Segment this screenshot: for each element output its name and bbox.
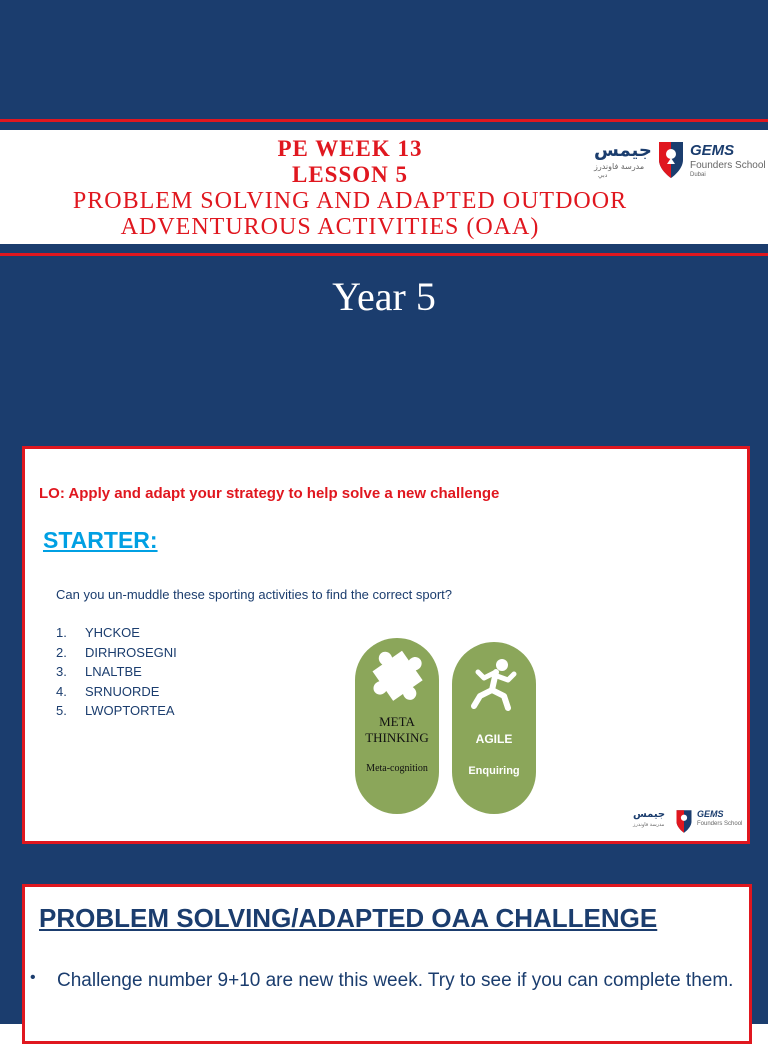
meta-sublabel: Meta-cognition [366,763,428,774]
logo-school-name: Founders School [697,821,743,827]
logo-arabic-city: دبي [598,172,608,179]
meta-label-line1: META [379,714,415,729]
starter-question: Can you un-muddle these sporting activities to find the correct sport? [56,587,452,602]
item-anagram: LWOPTORTEA [85,703,175,718]
lesson-label: LESSON 5 [291,162,408,187]
logo-arabic-subtitle: مدرسة فاوندرز [633,822,665,828]
starter-heading: STARTER: [43,527,158,553]
starter-slide [0,432,768,864]
list-item [56,645,177,665]
logo-school-name: Founders School [690,160,766,171]
title-slide [0,0,768,432]
logo-gems-wordmark: GEMS [697,809,724,819]
meta-label-line2: THINKING [365,730,429,745]
topic-line-2: ADVENTUROUS ACTIVITIES (OAA) [120,214,540,240]
item-number: 2. [56,644,67,660]
puzzle-piece-icon [365,644,429,706]
item-number: 1. [56,625,67,640]
shield-icon [675,809,693,834]
list-item [56,625,177,645]
item-number: 5. [56,703,67,718]
item-number: 4. [56,683,67,699]
logo-arabic-name: جيمس [633,809,666,820]
gems-logo [594,140,764,184]
item-number: 3. [56,664,67,679]
challenge-bullet: Challenge number 9+10 are new this week. Try to see if you can complete them. [57,970,734,991]
logo-school-city: Dubai [690,172,706,178]
learning-objective: LO: Apply and adapt your strategy to help solve a new challenge [39,485,500,502]
week-label: PE WEEK 13 [277,136,423,161]
item-anagram: DIRHROSEGNI [85,644,177,660]
meta-thinking-badge [355,638,439,814]
logo-gems-wordmark: GEMS [690,142,735,159]
bullet-icon: • [30,969,36,986]
shield-icon [657,140,685,180]
challenge-panel [22,884,752,1044]
agile-badge [452,642,536,814]
challenge-slide [0,864,768,1024]
agile-label: AGILE [475,732,513,746]
running-person-icon [470,658,520,712]
bottom-red-divider [0,253,768,256]
item-anagram: LNALTBE [85,664,142,679]
item-anagram: SRNUORDE [85,683,160,699]
year-group: Year 5 [332,274,436,319]
list-item [56,703,177,723]
list-item [56,684,177,704]
challenge-heading: PROBLEM SOLVING/ADAPTED OAA CHALLENGE [39,903,658,933]
starter-panel [22,446,750,844]
logo-arabic-name: جيمس [594,140,652,161]
list-item [56,664,177,684]
top-red-divider [0,119,768,122]
anagram-list [56,625,177,723]
gems-logo-small [633,809,745,835]
topic-line-1: PROBLEM SOLVING AND ADAPTED OUTDOOR [72,188,628,214]
logo-arabic-subtitle: مدرسة فاوندرز [594,162,645,171]
item-anagram: YHCKOE [85,625,140,640]
agile-sublabel: Enquiring [468,765,520,777]
